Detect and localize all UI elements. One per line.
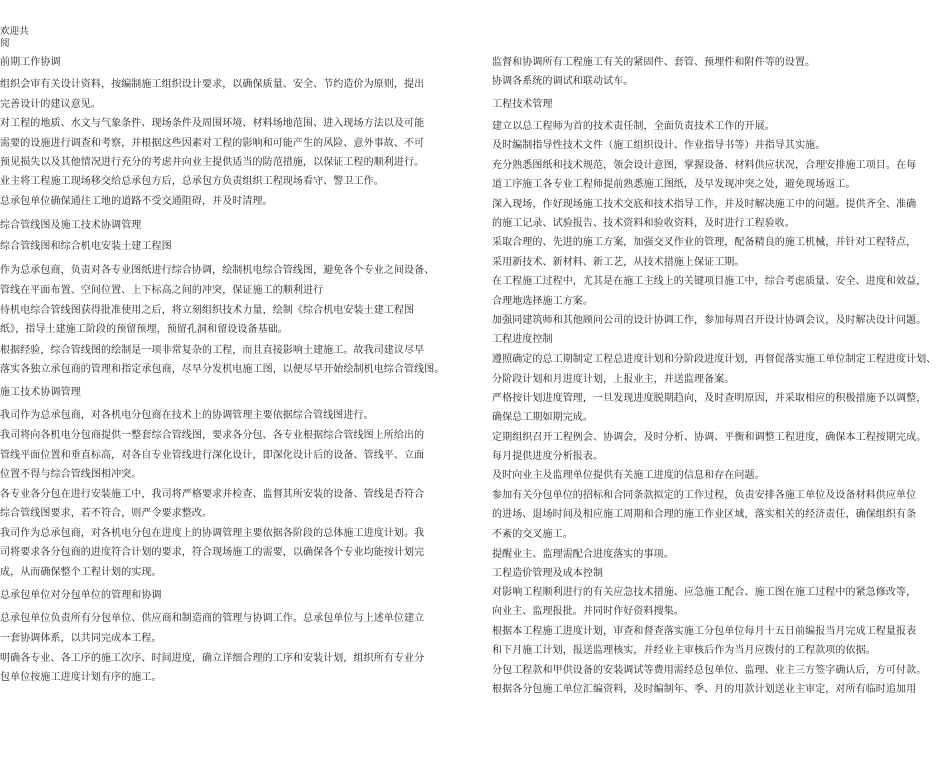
- paragraph-line: 向业主、监理报批。并同时作好资料搜集。: [492, 606, 684, 617]
- paragraph-line: 组织会审有关设计资料，按编制施工组织设计要求，以确保质量、安全、节约造价为原则，提出: [0, 79, 425, 90]
- section-heading: 施工技术协调管理: [0, 387, 81, 398]
- paragraph-line: 我司作为总承包商，对各机电分包在进度上的协调管理主要依据各阶段的总体施工进度计划。我: [0, 528, 425, 539]
- paragraph-line: 总承包单位确保通往工地的道路不受交通阻碍，并及时清理。: [0, 196, 273, 207]
- paragraph-line: 参加有关分包单位的招标和合同条款拟定的工作过程，负责安排各施工单位及设备材料供应单位: [492, 490, 917, 501]
- paragraph-line: 在工程施工过程中，尤其是在施工主线上的关键项目施工中，综合考虑质量、安全、进度和效益，: [492, 276, 927, 287]
- paragraph-line: 分阶段计划和月进度计划，上报业主，并送监理备案。: [492, 374, 735, 385]
- paragraph-line: 对影响工程顺利进行的有关应急技术措施、应急施工配合、施工图在施工过程中的紧急修改等，: [492, 587, 917, 598]
- paragraph-line: 对工程的地质、水文与气象条件、现场条件及周围环境、材料场地范围、进入现场方法以及可能: [0, 118, 425, 129]
- paragraph-line: 位置不得与综合管线图相冲突。: [0, 469, 142, 480]
- paragraph-line: 采用新技术、新材料、新工艺，从技术措施上保证工期。: [492, 257, 745, 268]
- paragraph-line: 落实各独立承包商的管理和指定承包商，尽早分发机电施工图，以便尽早开始绘制机电综合管线图。: [0, 364, 445, 375]
- paragraph-line: 确保总工期如期完成。: [492, 412, 593, 423]
- paragraph-line: 建立以总工程师为首的技术责任制，全面负责技术工作的开展。: [492, 121, 775, 132]
- paragraph-line: 一套协调体系，以共同完成本工程。: [0, 633, 162, 644]
- paragraph-line: 待机电综合管线图获得批准使用之后，将立刻组织技术力量，绘制《综合机电安装土建工程图: [0, 305, 415, 316]
- paragraph-line: 作为总承包商，负责对各专业图纸进行综合协调，绘制机电综合管线图，避免各个专业之间设备、: [0, 265, 435, 276]
- paragraph-line: 采取合理的、先进的施工方案，加强交叉作业的管理，配备精良的施工机械，并针对工程特点，: [492, 237, 917, 248]
- section-heading: 工程进度控制: [492, 334, 553, 345]
- paragraph-line: 监督和协调所有工程施工有关的紧固件、套管、预埋件和附件等的设置。: [492, 57, 816, 68]
- paragraph-line: 根据本工程施工进度计划，审查和督查落实施工分包单位每月十五日前编报当月完成工程量报表: [492, 626, 917, 637]
- paragraph-line: 根据各分包施工单位汇编资料，及时编制年、季、月的用款计划送业主审定，对所有临时追加用: [492, 684, 917, 695]
- paragraph-line: 司将要求各分包商的进度符合计划的要求，符合现场施工的需要，以确保各个专业均能按计划完: [0, 547, 425, 558]
- paragraph-line: 纸》，指导土建施工阶段的预留预埋，预留孔洞和留设设备基础。: [0, 324, 288, 335]
- paragraph-line: 严格按计划进度管理，一旦发现进度脱期趋向，及时查明原因，并采取相应的积极措施予以调整，: [492, 393, 927, 404]
- welcome-text-line1: 欢迎共: [0, 26, 29, 37]
- paragraph-line: 分包工程款和甲供设备的安装调试等费用需经总包单位、监理、业主三方签字确认后，方可付款。: [492, 665, 927, 676]
- paragraph-line: 协调各系统的调试和联动试车。: [492, 76, 634, 87]
- section-heading: 总承包单位对分包单位的管理和协调: [0, 590, 162, 601]
- paragraph-line: 提醒业主、监理需配合进度落实的事项。: [492, 549, 674, 560]
- paragraph-line: 根据经验，综合管线图的绘制是一项非常复杂的工程，而且直接影响土建施工。故我司建议尽早: [0, 345, 425, 356]
- paragraph-line: 加强同建筑师和其他顾问公司的设计协调工作，参加每周召开设计协调会议，及时解决设计问题。: [492, 315, 927, 326]
- paragraph-line: 综合管线图要求，若不符合，则严令要求整改。: [0, 508, 213, 519]
- paragraph-line: 总承包单位负责所有分包单位、供应商和制造商的管理与协调工作。总承包单位与上述单位建立: [0, 613, 425, 624]
- paragraph-line: 完善设计的建议意见。: [0, 99, 101, 110]
- paragraph-line: 我司将向各机电分包商提供一整套综合管线图，要求各分包、各专业根据综合管线图上所给出的: [0, 430, 425, 441]
- paragraph-line: 明确各专业、各工序的施工次序、时间进度，确立详细合理的工序和安装计划，组织所有专业分: [0, 653, 425, 664]
- paragraph-line: 成，从而确保整个工程计划的实现。: [0, 567, 162, 578]
- paragraph-line: 的进场、退场时间及相应施工周期和合理的施工作业区域，落实相关的经济责任，确保组织有条: [492, 509, 917, 520]
- paragraph-line: 深入现场，作好现场施工技术交底和技术指导工作，并及时解决施工中的问题。提供齐全、准确: [492, 199, 917, 210]
- section-heading: 前期工作协调: [0, 57, 61, 68]
- section-heading: 工程技术管理: [492, 99, 553, 110]
- paragraph-line: 定期组织召开工程例会、协调会，及时分析、协调、平衡和调整工程进度，确保本工程按期完成。: [492, 432, 927, 443]
- section-heading: 综合管线图和综合机电安装土建工程图: [0, 241, 172, 252]
- paragraph-line: 及时编制指导性技术文件（施工组织设计、作业指导书等）并指导其实施。: [492, 140, 826, 151]
- section-heading: 工程造价管理及成本控制: [492, 568, 604, 579]
- paragraph-line: 管线在平面布置、空间位置、上下标高之间的冲突，保证施工的顺利进行: [0, 285, 324, 296]
- paragraph-line: 不紊的交叉施工。: [492, 529, 573, 540]
- paragraph-line: 的施工记录、试验报告、技术资料和验收资料，及时进行工程验收。: [492, 218, 795, 229]
- paragraph-line: 需要的设施进行调查和考察，并根据这些因素对工程的影响和可能产生的风险、意外事故、不可: [0, 138, 425, 149]
- paragraph-line: 遵照确定的总工期制定工程总进度计划和分阶段进度计划，再督促落实施工单位制定工程进度计划、: [492, 354, 937, 365]
- paragraph-line: 充分熟悉图纸和技术规范，领会设计意图，掌握设备、材料供应状况，合理安排施工项目。在每: [492, 160, 917, 171]
- paragraph-line: 每月提供进度分析报表。: [492, 451, 604, 462]
- welcome-text-line2: 阅: [0, 38, 10, 49]
- paragraph-line: 业主将工程施工现场移交给总承包方后，总承包方负责组织工程现场看守、警卫工作。: [0, 176, 384, 187]
- paragraph-line: 及时向业主及监理单位提供有关施工进度的信息和存在问题。: [492, 470, 765, 481]
- paragraph-line: 道工序施工各专业工程师提前熟悉施工图纸，及早发现冲突之处，避免现场返工。: [492, 179, 856, 190]
- paragraph-line: 管线平面位置和垂直标高，对各自专业管线进行深化设计，即深化设计后的设备、管线平、立面: [0, 450, 425, 461]
- paragraph-line: 包单位按施工进度计划有序的施工。: [0, 672, 162, 683]
- paragraph-line: 我司作为总承包商，对各机电分包商在技术上的协调管理主要依据综合管线图进行。: [0, 410, 374, 421]
- paragraph-line: 预见损失以及其他情况进行充分的考虑并向业主提供适当的防范措施，以保证工程的顺利进行。: [0, 157, 425, 168]
- paragraph-line: 和下月施工计划，报送监理核实，并经业主审核后作为当月应拨付的工程款项的依据。: [492, 645, 876, 656]
- paragraph-line: 各专业各分包在进行安装施工中，我司将严格要求并检查、监督其所安装的设备、管线是否符合: [0, 489, 425, 500]
- section-heading: 综合管线图及施工技术协调管理: [0, 220, 142, 231]
- paragraph-line: 合理地选择施工方案。: [492, 296, 593, 307]
